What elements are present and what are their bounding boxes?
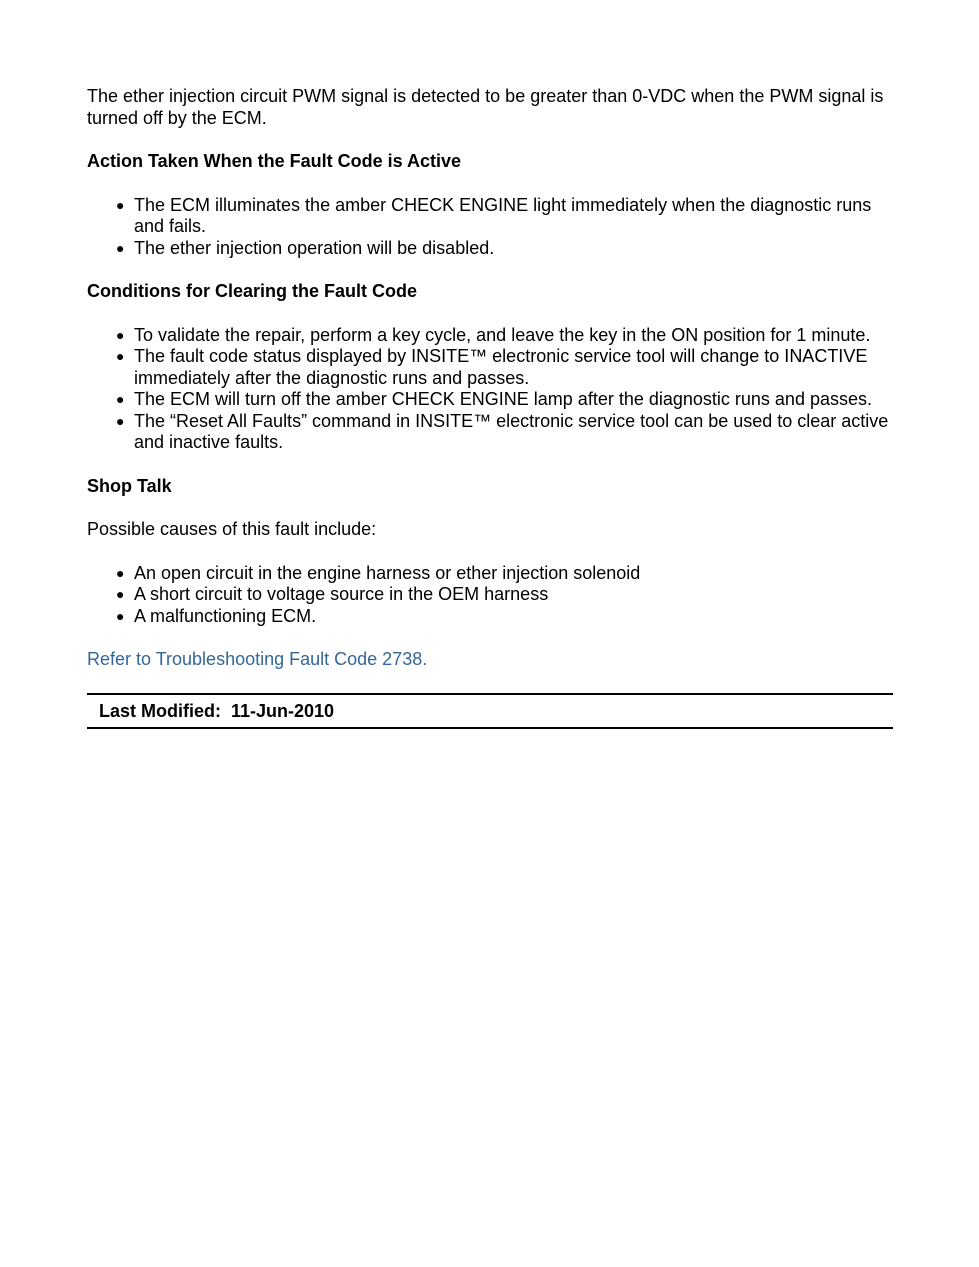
list-item: ● The “Reset All Faults” command in INSITE™ electronic service tool can be used to clear active and inactive faults. [116, 410, 889, 452]
list-conditions-clearing [87, 325, 893, 454]
list-action-taken [87, 195, 893, 260]
list-item: ● A short circuit to voltage source in the OEM harness [116, 584, 549, 604]
bullet-icon: ● [116, 412, 125, 429]
document-page [87, 86, 893, 729]
list-item: ● The ECM illuminates the amber CHECK ENGINE light immediately when the diagnostic runs and fails. [116, 194, 872, 236]
list-possible-causes [87, 563, 893, 628]
bullet-icon: ● [116, 196, 125, 213]
bullet-icon: ● [116, 391, 125, 407]
list-item: ● An open circuit in the engine harness or ether injection solenoid [116, 562, 641, 583]
intro-paragraph: The ether injection circuit PWM signal is detected to be greater than 0-VDC when the PWM signal is turned off by the ECM. [87, 86, 884, 128]
bullet-icon: ● [116, 348, 125, 364]
list-item: ● The ECM will turn off the amber CHECK ENGINE lamp after the diagnostic runs and passes. [116, 389, 872, 409]
list-item: ● The fault code status displayed by INSITE™ electronic service tool will change to INACTIVE immediately after the diagnostic runs and passes. [116, 346, 868, 388]
bullet-icon: ● [116, 326, 125, 343]
list-item: ● A malfunctioning ECM. [116, 605, 317, 626]
heading-action-taken: Action Taken When the Fault Code is Active [87, 151, 462, 171]
last-modified-label: Last Modified: 11-Jun-2010 [99, 700, 335, 721]
list-item: ● The ether injection operation will be disabled. [116, 237, 495, 258]
bullet-icon: ● [116, 586, 125, 602]
heading-shop-talk: Shop Talk [87, 475, 172, 496]
refer-troubleshooting-link[interactable]: Refer to Troubleshooting Fault Code 2738. [87, 649, 428, 669]
bullet-icon: ● [116, 607, 125, 624]
footer-last-modified [87, 693, 893, 729]
bullet-icon: ● [116, 564, 125, 581]
heading-conditions-clearing: Conditions for Clearing the Fault Code [87, 281, 417, 301]
bullet-icon: ● [116, 239, 125, 256]
list-item: ● To validate the repair, perform a key cycle, and leave the key in the ON position for 1 minute. [116, 324, 871, 345]
shop-talk-paragraph: Possible causes of this fault include: [87, 519, 377, 539]
